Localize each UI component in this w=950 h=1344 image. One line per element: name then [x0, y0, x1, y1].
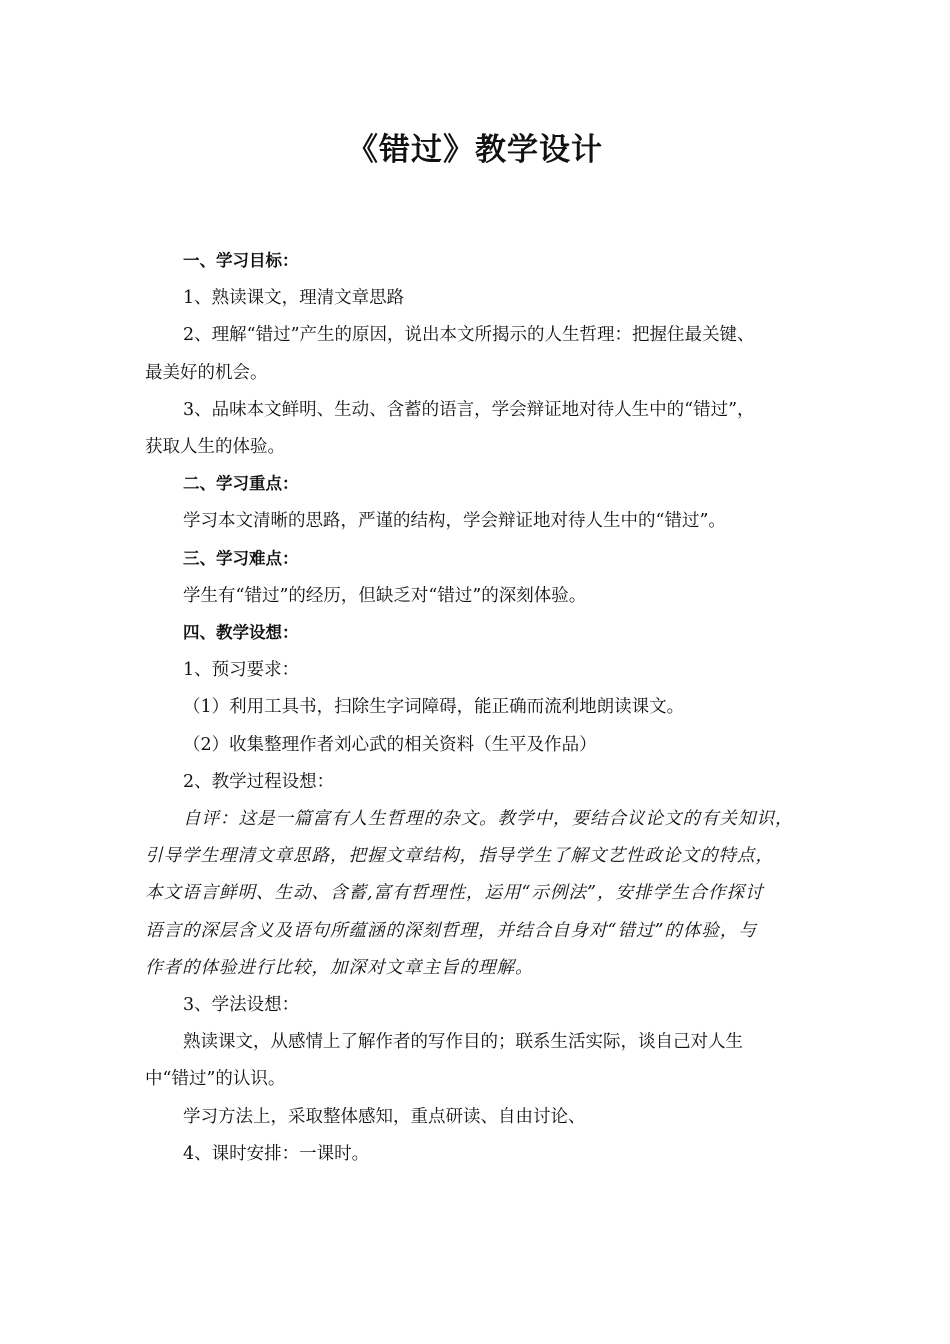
section-heading: 一、学习目标：: [183, 251, 299, 270]
text-line: 3、品味本文鲜明、生动、含蓄的语言，学会辩证地对待人生中的“错过”，: [183, 399, 755, 420]
section-heading: 四、教学设想：: [183, 623, 299, 642]
section-heading: 三、学习难点：: [183, 548, 299, 568]
text-line: 学习本文清晰的思路，严谨的结构，学会辩证地对待人生中的“错过”。: [183, 511, 726, 532]
text-line: 2、理解“错过”产生的原因，说出本文所揭示的人生哲理：把握住最关键、: [183, 325, 755, 346]
comment-line: 引导学生理清文章思路，把握文章结构，指导学生了解文艺性政论文的特点，: [145, 846, 774, 867]
text-line: 学习方法上，采取整体感知，重点研读、自由讨论、: [183, 1106, 586, 1127]
text-line: （2）收集整理作者刘心武的相关资料（生平及作品）: [183, 734, 597, 755]
comment-line: 自评：这是一篇富有人生哲理的杂文。教学中，要结合议论文的有关知识，: [183, 809, 794, 829]
comment-line: 语言的深层含义及语句所蕴涵的深刻哲理，并结合自身对“错过”的体验，与: [145, 920, 757, 941]
section-heading: 二、学习重点：: [183, 474, 299, 494]
text-line: 学生有“错过”的经历，但缺乏对“错过”的深刻体验。: [183, 585, 587, 606]
text-line: 熟读课文，从感情上了解作者的写作目的；联系生活实际，谈自己对人生: [183, 1032, 743, 1053]
text-line: 3、学法设想：: [183, 995, 300, 1015]
text-line: 获取人生的体验。: [145, 437, 285, 457]
text-line: 2、教学过程设想：: [183, 771, 335, 792]
comment-line: 本文语言鲜明、生动、含蓄,富有哲理性，运用“示例法”，安排学生合作探讨: [145, 883, 764, 904]
comment-line: 作者的体验进行比较，加深对文章主旨的理解。: [145, 957, 534, 978]
document-title: 《错过》教学设计: [347, 132, 603, 168]
text-line: 最美好的机会。: [145, 362, 268, 383]
text-line: 4、课时安排：一课时。: [183, 1143, 370, 1164]
text-line: 中“错过”的认识。: [145, 1069, 286, 1090]
text-line: （1）利用工具书，扫除生字词障碍，能正确而流利地朗读课文。: [183, 697, 685, 718]
text-line: 1、预习要求：: [183, 660, 300, 681]
text-line: 1、熟读课文，理清文章思路: [183, 288, 405, 309]
